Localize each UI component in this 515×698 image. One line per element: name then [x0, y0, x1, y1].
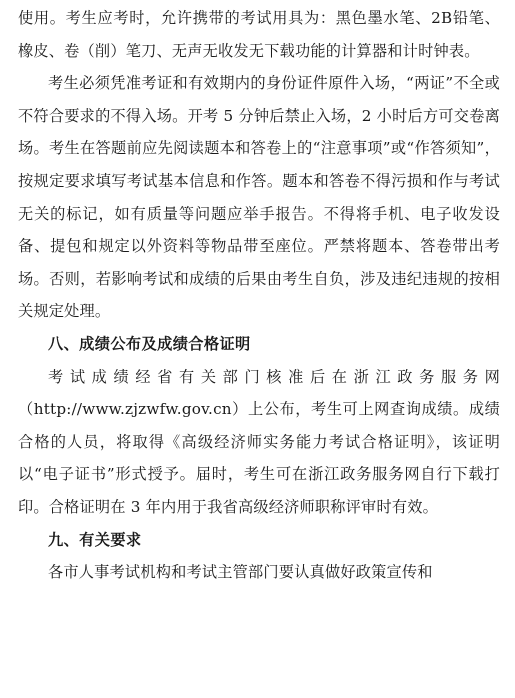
paragraph-exam-tools: 使用。考生应考时，允许携带的考试用具为：黑色墨水笔、2B铅笔、橡皮、卷（削）笔刀、无声无收发无下载功能的计算器和计时钟表。 — [18, 9, 500, 60]
paragraph-requirements: 各市人事考试机构和考试主管部门要认真做好政策宣传和 — [48, 563, 433, 582]
document-page — [18, 0, 500, 589]
paragraph-admission-rules: 考生必须凭准考证和有效期内的身份证件原件入场，“两证”不全或不符合要求的不得入场。开考 5 分钟后禁止入场，2 小时后方可交卷离场。考生在答题前应先阅读题本和答卷上的“注意事项”或“作答须知”，按规定要求填写考试基本信息和作答。题本和答卷不得污损和作与考试无关的标记，如有质量等问题应举手报告。不得将手机、电子收发设备、提包和规定以外资料等物品带至座位。严禁将题本、答卷带出考场。否则，若影响考试和成绩的后果由考生自负，涉及违纪违规的按相关规定处理。 — [18, 74, 500, 321]
paragraph-results-publication: 考试成绩经省有关部门核准后在浙江政务服务网（http://www.zjzwfw.gov.cn）上公布，考生可上网查询成绩。成绩合格的人员，将取得《高级经济师实务能力考试合格证明》，该证明以“电子证书”形式授予。届时，考生可在浙江政务服务网自行下载打印。合格证明在 3 年内用于我省高级经济师职称评审时有效。 — [18, 367, 500, 516]
section-heading-requirements: 九、有关要求 — [48, 530, 142, 549]
section-heading-results: 八、成绩公布及成绩合格证明 — [48, 334, 251, 353]
